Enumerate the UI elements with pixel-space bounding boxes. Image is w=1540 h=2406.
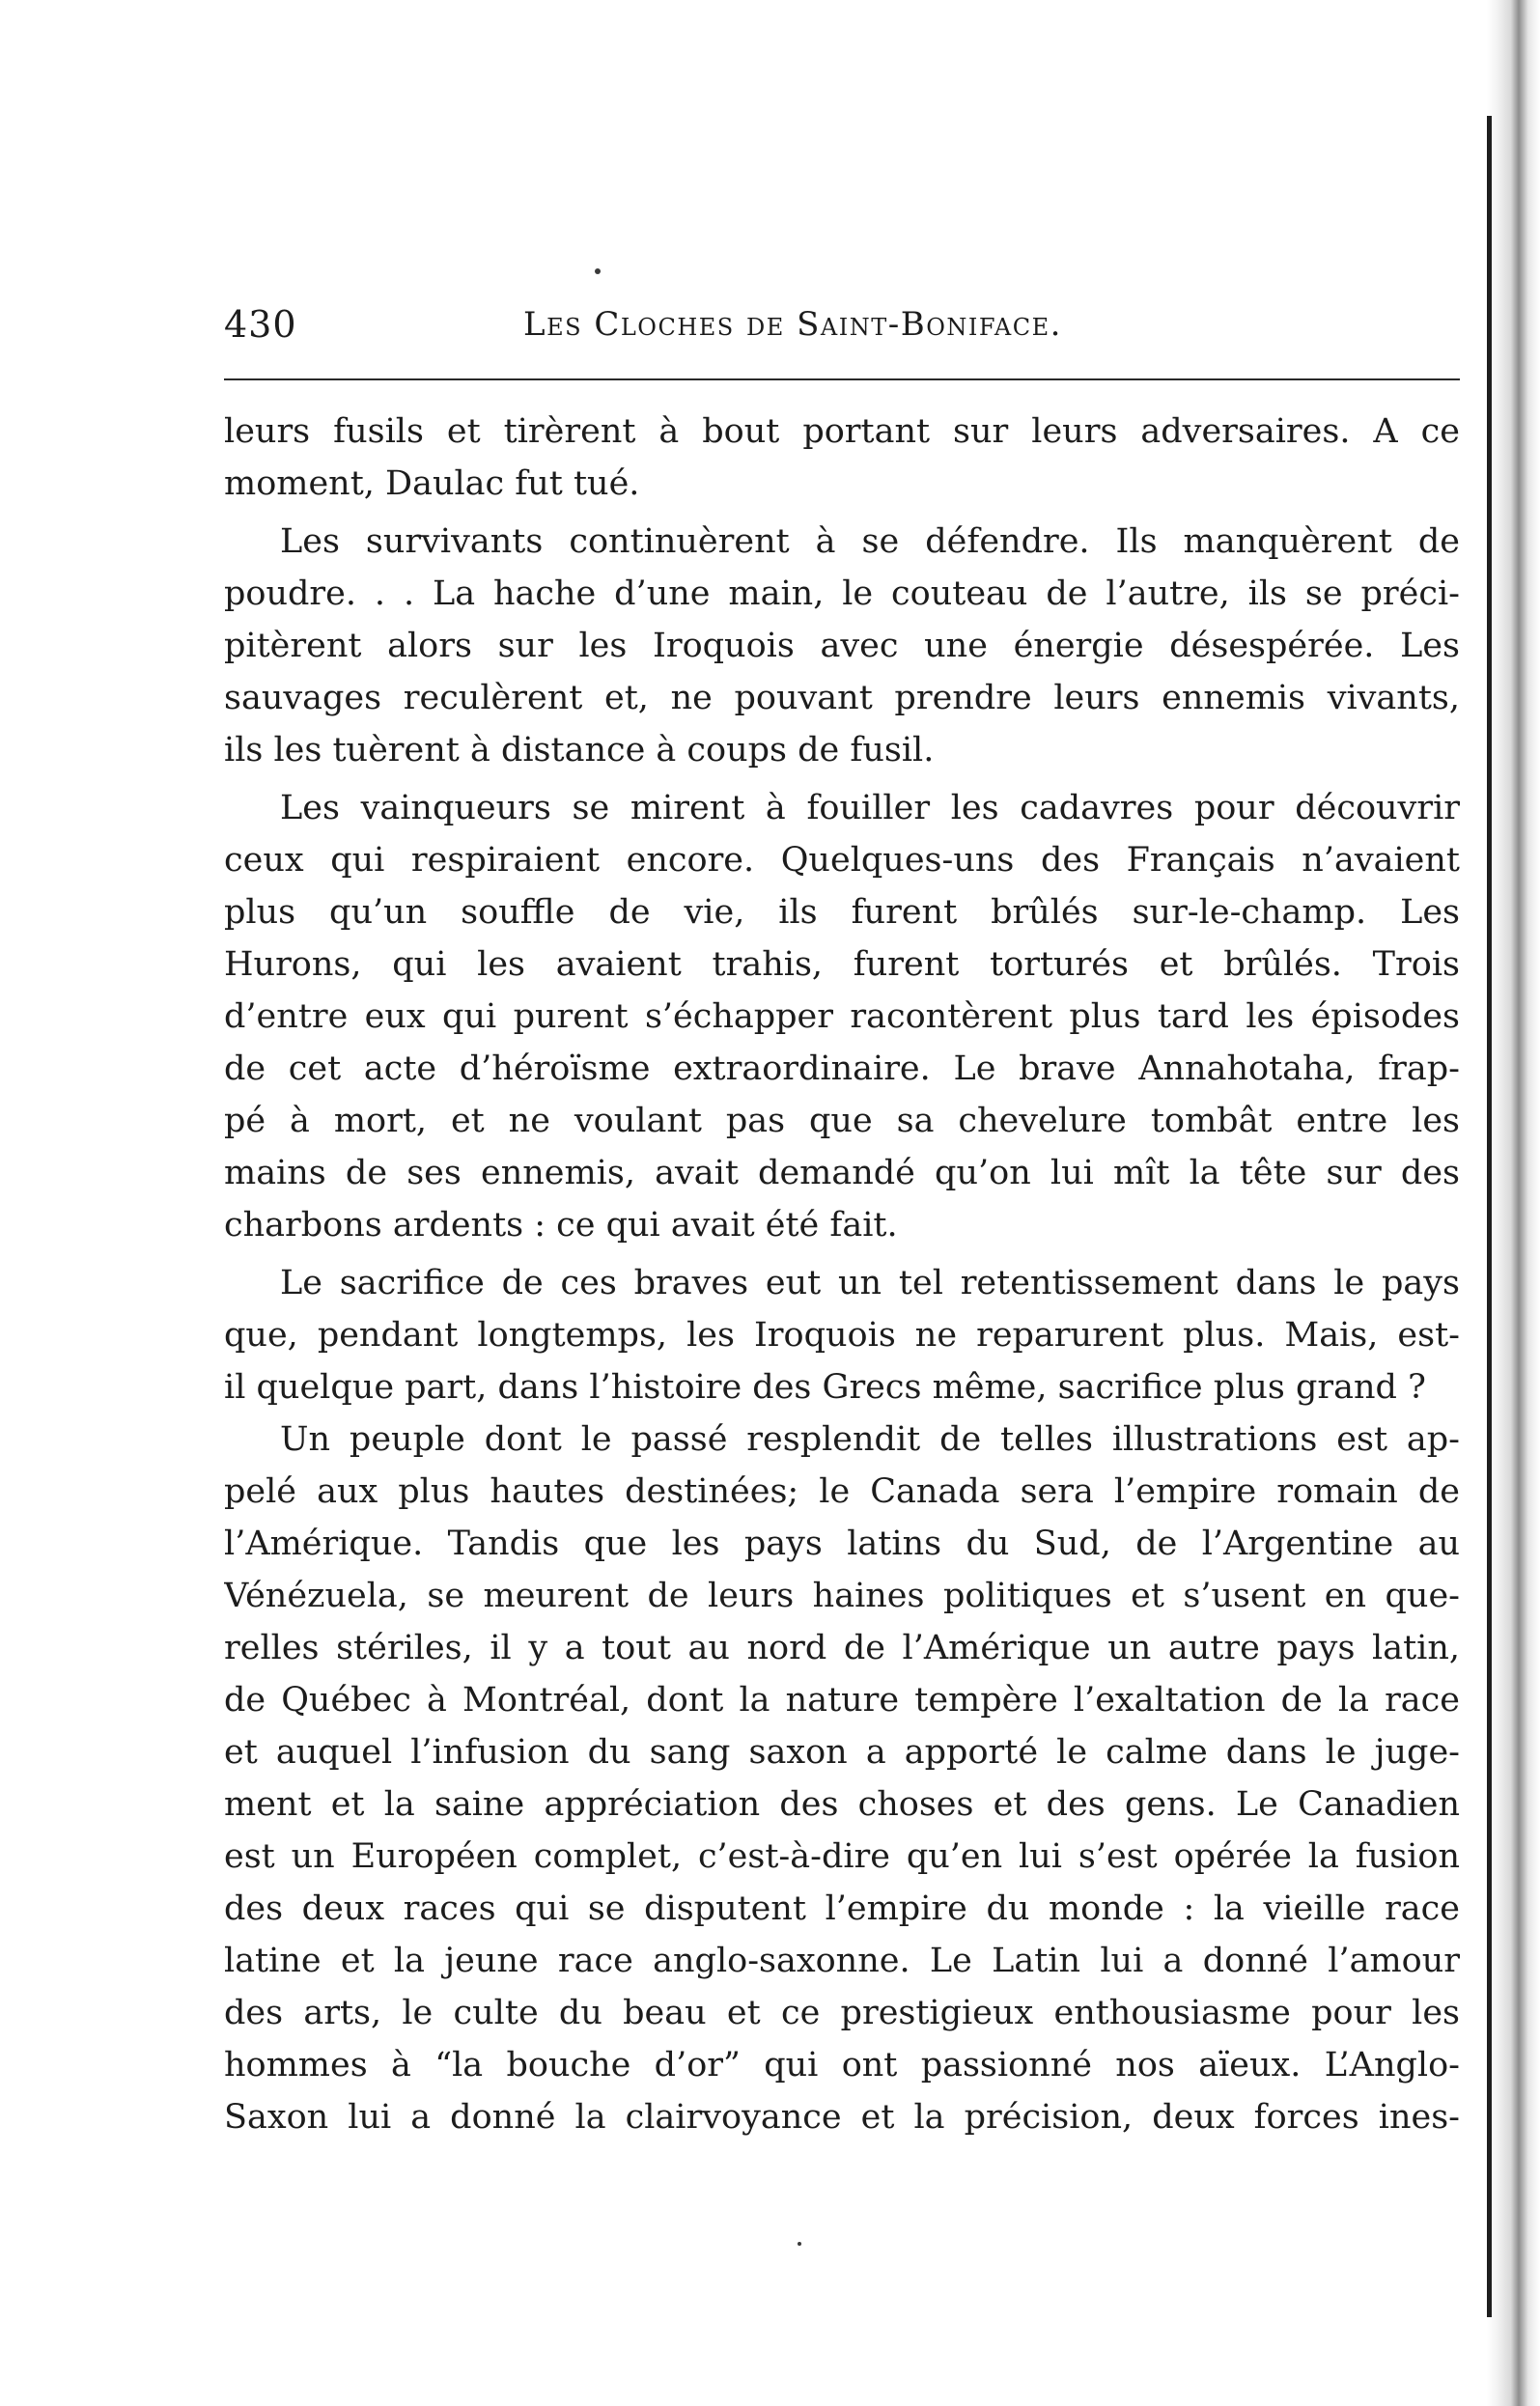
text-line: il quelque part, dans l’histoire des Grecs même, sacrifice plus grand ?: [224, 1368, 1426, 1407]
text-line: mains de ses ennemis, avait demandé qu’on lui mît la tête sur des: [224, 1154, 1460, 1192]
text-line: l’Amérique. Tandis que les pays latins du Sud, de l’Argentine au: [224, 1525, 1460, 1563]
text-line: des arts, le culte du beau et ce prestigieux enthousiasme pour les: [224, 1994, 1460, 2032]
text-line: relles stériles, il y a tout au nord de l’Amérique un autre pays latin,: [224, 1629, 1460, 1667]
running-title: Les Cloches de Saint-Boniface.: [523, 305, 1062, 344]
running-head: [224, 295, 1460, 353]
text-line: Vénézuela, se meurent de leurs haines politiques et s’usent en que-: [224, 1577, 1460, 1615]
text-line: Les vainqueurs se mirent à fouiller les cadavres pour découvrir: [280, 789, 1460, 827]
ink-speck: [595, 268, 601, 274]
text-line: leurs fusils et tirèrent à bout portant sur leurs adversaires. A ce: [224, 412, 1460, 451]
text-line: pitèrent alors sur les Iroquois avec une énergie désespérée. Les: [224, 627, 1460, 665]
text-line: latine et la jeune race anglo-saxonne. Le Latin lui a donné l’amour: [224, 1942, 1460, 1980]
text-line: de cet acte d’héroïsme extraordinaire. Le brave Annahotaha, frap-: [224, 1049, 1460, 1088]
text-line: charbons ardents : ce qui avait été fait.: [224, 1206, 898, 1245]
text-line: sauvages reculèrent et, ne pouvant prendre leurs ennemis vivants,: [224, 679, 1460, 717]
text-line: plus qu’un souffle de vie, ils furent brûlés sur-le-champ. Les: [224, 893, 1460, 932]
text-line: Les survivants continuèrent à se défendre. Ils manquèrent de: [280, 522, 1460, 561]
text-line: Un peuple dont le passé resplendit de telles illustrations est ap-: [280, 1420, 1460, 1459]
text-line: ils les tuèrent à distance à coups de fusil.: [224, 731, 935, 769]
page-edge-shadow: [1487, 0, 1540, 2406]
page-number: 430: [224, 303, 297, 346]
text-line: moment, Daulac fut tué.: [224, 464, 640, 503]
text-line: ceux qui respiraient encore. Quelques-uns des Français n’avaient: [224, 841, 1460, 880]
text-line: hommes à “la bouche d’or” qui ont passionné nos aïeux. L’Anglo-: [224, 2046, 1460, 2084]
text-line: est un Européen complet, c’est-à-dire qu’en lui s’est opérée la fusion: [224, 1837, 1460, 1876]
text-line: Hurons, qui les avaient trahis, furent torturés et brûlés. Trois: [224, 945, 1460, 984]
text-line: pelé aux plus hautes destinées; le Canada sera l’empire romain de: [224, 1472, 1460, 1511]
text-line: des deux races qui se disputent l’empire du monde : la vieille race: [224, 1889, 1460, 1928]
text-line: Le sacrifice de ces braves eut un tel retentissement dans le pays: [280, 1264, 1460, 1302]
text-line: Saxon lui a donné la clairvoyance et la précision, deux forces ines-: [224, 2098, 1460, 2137]
text-line: poudre. . . La hache d’une main, le couteau de l’autre, ils se préci-: [224, 574, 1460, 613]
header-rule: [224, 378, 1460, 380]
text-line: que, pendant longtemps, les Iroquois ne reparurent plus. Mais, est-: [224, 1316, 1460, 1355]
text-line: pé à mort, et ne voulant pas que sa chevelure tombât entre les: [224, 1102, 1460, 1140]
text-line: de Québec à Montréal, dont la nature tempère l’exaltation de la race: [224, 1681, 1460, 1720]
text-line: et auquel l’infusion du sang saxon a apporté le calme dans le juge-: [224, 1733, 1460, 1772]
page-edge-line: [1487, 116, 1492, 2317]
ink-speck: [798, 2242, 801, 2246]
body-text: [224, 406, 1460, 2143]
text-line: ment et la saine appréciation des choses et des gens. Le Canadien: [224, 1785, 1460, 1824]
text-line: d’entre eux qui purent s’échapper racontèrent plus tard les épisodes: [224, 997, 1460, 1036]
